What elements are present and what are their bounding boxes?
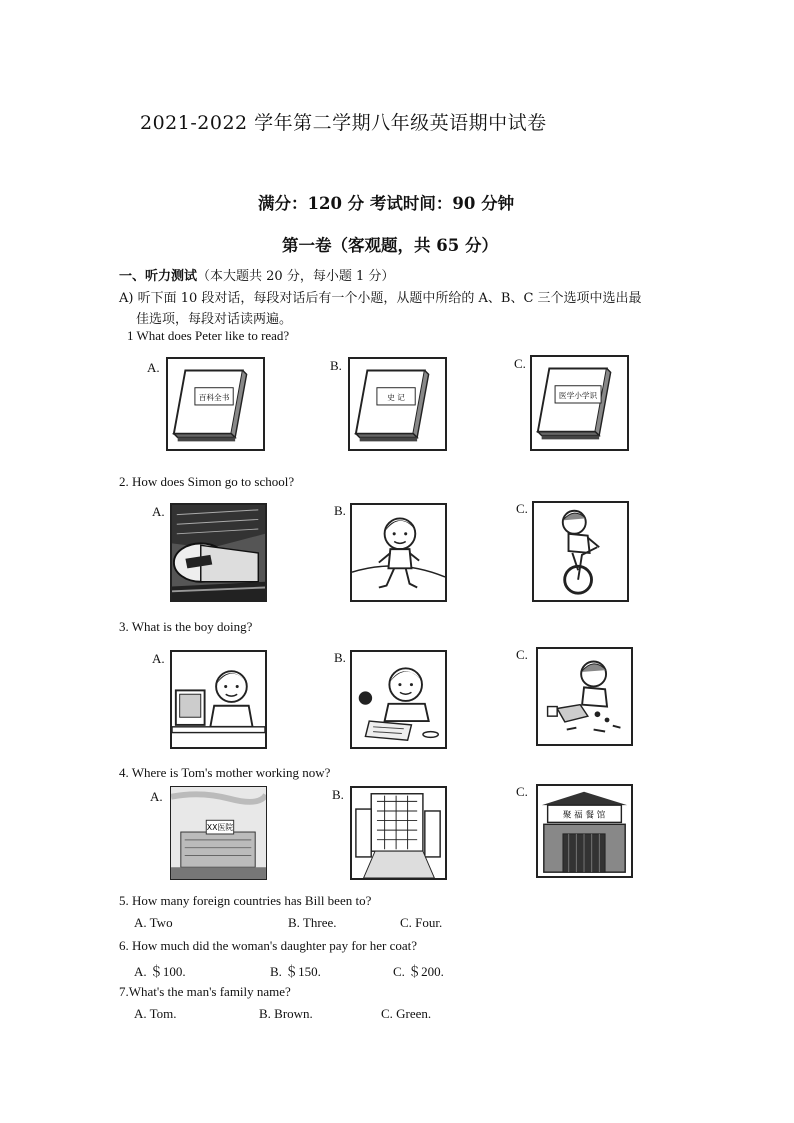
volume-heading: 第一卷（客观题，共 65 分） (282, 236, 498, 255)
question-6: 6. How much did the woman's daughter pay for her coat? (119, 938, 418, 953)
train-icon (172, 505, 265, 600)
question-4: 4. Where is Tom's mother working now? (119, 765, 331, 780)
q3-option-b-homework-image[interactable] (350, 650, 447, 749)
q1-book-c-title: 医学小学识 (558, 391, 598, 401)
question-5: 5. How many foreign countries has Bill been to? (119, 893, 372, 908)
q3-option-a-letter: A. (152, 651, 165, 666)
q4-option-c-letter: C. (516, 784, 528, 799)
question-2: 2. How does Simon go to school? (119, 474, 295, 489)
section-heading-note: （本大题共 20 分，每小题 1 分） (197, 269, 395, 284)
book-icon (350, 359, 445, 449)
q1-book-b-title: 史 记 (387, 393, 405, 403)
q4-hospital-sign: XX医院 (206, 823, 234, 833)
part-a-instruction-line2: 佳选项，每段对话读两遍。 (136, 312, 293, 327)
q2-option-c-letter: C. (516, 501, 528, 516)
q3-option-b-letter: B. (334, 650, 346, 665)
hospital-icon (171, 787, 266, 879)
repairing-boy-icon (538, 649, 631, 744)
q4-option-b-letter: B. (332, 787, 344, 802)
q2-option-c-cycling-image[interactable] (532, 501, 629, 602)
q1-option-a-letter: A. (147, 360, 160, 375)
book-icon (532, 357, 627, 449)
q6-option-a[interactable]: A. ＄100. (134, 964, 186, 979)
restaurant-icon (538, 786, 631, 876)
homework-boy-icon (352, 652, 445, 747)
book-icon (168, 359, 263, 449)
q5-option-a[interactable]: A. Two (134, 915, 173, 930)
q3-option-c-letter: C. (516, 647, 528, 662)
q7-option-a[interactable]: A. Tom. (134, 1006, 177, 1021)
q1-book-a-title: 百科全书 (198, 393, 230, 403)
q4-option-c-restaurant-image[interactable] (536, 784, 633, 878)
q3-option-c-repairing-image[interactable] (536, 647, 633, 746)
section-heading-bold: 一、听力测试 (119, 269, 198, 284)
q2-option-b-walking-image[interactable] (350, 503, 447, 602)
section-heading (119, 265, 394, 284)
office-building-icon (352, 788, 445, 878)
q6-option-c[interactable]: C. ＄200. (393, 964, 444, 979)
part-a-instruction-line1: A) 听下面 10 段对话，每段对话后有一个小题，从题中所给的 A、B、C 三个选项中选出最 (119, 291, 642, 306)
q1-option-b-letter: B. (330, 358, 342, 373)
q5-option-c[interactable]: C. Four. (400, 915, 443, 930)
q7-option-c[interactable]: C. Green. (381, 1006, 432, 1021)
q2-option-a-train-image[interactable] (170, 503, 267, 602)
question-1: 1 What does Peter like to read? (127, 328, 290, 343)
q1-option-a-book-image[interactable] (166, 357, 265, 451)
q1-option-c-letter: C. (514, 356, 526, 371)
exam-title: 2021-2022 学年第二学期八年级英语期中试卷 (140, 112, 547, 134)
q4-option-b-office-building-image[interactable] (350, 786, 447, 880)
q5-option-b[interactable]: B. Three. (288, 915, 337, 930)
q4-option-a-letter: A. (150, 789, 163, 804)
q1-option-c-book-image[interactable] (530, 355, 629, 451)
q2-option-a-letter: A. (152, 504, 165, 519)
exam-meta: 满分：120 分 考试时间：90 分钟 (258, 194, 515, 213)
q4-restaurant-sign: 聚 福 餐 馆 (562, 810, 606, 821)
q1-option-b-book-image[interactable] (348, 357, 447, 451)
computer-boy-icon (172, 652, 265, 747)
cycling-boy-icon (534, 503, 627, 600)
question-7: 7.What's the man's family name? (119, 984, 291, 999)
q7-option-b[interactable]: B. Brown. (259, 1006, 313, 1021)
q6-option-b[interactable]: B. ＄150. (270, 964, 321, 979)
question-3: 3. What is the boy doing? (119, 619, 253, 634)
q4-option-a-hospital-image[interactable] (170, 786, 267, 880)
q3-option-a-computer-image[interactable] (170, 650, 267, 749)
q2-option-b-letter: B. (334, 503, 346, 518)
walking-boy-icon (352, 505, 445, 600)
